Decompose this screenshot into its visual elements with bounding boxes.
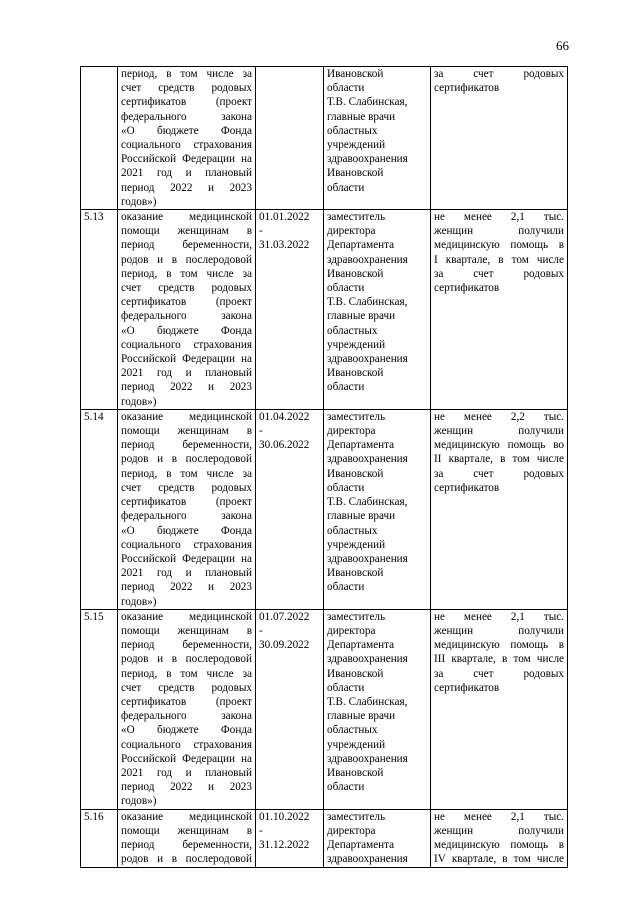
result-cell (431, 67, 568, 210)
responsible-text-line: Департамента (327, 639, 395, 652)
responsible-text-line: здравоохранения (327, 853, 408, 866)
event-text-line: федерального закона (121, 110, 252, 123)
event-text-line: родов и в послеродовой (121, 653, 252, 666)
responsible-text-line: Ивановской (327, 766, 384, 779)
responsible-text-line: областных (327, 124, 378, 137)
event-text-line: оказание медицинской (121, 810, 252, 823)
responsible-text-line: здравоохранения (327, 253, 408, 266)
date-text-line: 01.10.2022 (259, 810, 310, 823)
event-text-line: период, в том числе за (121, 667, 252, 680)
event-text-line: годов») (121, 395, 157, 408)
date-cell (256, 210, 324, 410)
result-text-line: женщин получили (434, 425, 564, 438)
page-number: 66 (556, 38, 569, 53)
item-number-cell (81, 67, 118, 210)
responsible-text-line: заместитель (327, 610, 386, 623)
responsible-text-line: Ивановской (327, 367, 384, 380)
event-text-line: счет средств родовых (121, 481, 252, 494)
responsible-text-line: Департамента (327, 239, 395, 252)
responsible-text-line: здравоохранения (327, 453, 408, 466)
responsible-text-line: Т.В. Слабинская, (327, 695, 408, 708)
event-text-line: федерального закона (121, 510, 252, 523)
event-text-line: «О бюджете Фонда (121, 524, 252, 537)
result-text-line: II квартале, в том числе (434, 453, 564, 466)
result-text-line: не менее 2,1 тыс. (434, 810, 564, 823)
event-text-line: оказание медицинской (121, 211, 252, 224)
responsible-text-line: Департамента (327, 439, 395, 452)
event-cell (118, 67, 256, 210)
responsible-text-line: главные врачи (327, 710, 396, 723)
item-number-cell (81, 609, 118, 809)
result-text-line: женщин получили (434, 225, 564, 238)
responsible-text-line: Т.В. Слабинская, (327, 96, 408, 109)
responsible-text-line: заместитель (327, 211, 386, 224)
result-text-line: III квартале, в том числе (434, 653, 564, 666)
event-text-line: период 2022 и 2023 (121, 181, 252, 194)
result-text-line: не менее 2,1 тыс. (434, 610, 564, 623)
event-text-line: социального страхования (121, 538, 252, 551)
event-text-line: годов») (121, 595, 157, 608)
result-text-line: медицинскую помощь в (434, 239, 564, 252)
event-text-line: федерального закона (121, 710, 252, 723)
table-row (81, 67, 568, 210)
event-text-line: годов») (121, 795, 157, 808)
event-text-line: Российской Федерации на (121, 353, 252, 366)
date-text-line: - (259, 425, 263, 438)
result-text-line: не менее 2,1 тыс. (434, 211, 564, 224)
result-text-line: сертификатов (434, 681, 500, 694)
responsible-text-line: областных (327, 724, 378, 737)
responsible-cell (324, 609, 431, 809)
date-text-line: - (259, 624, 263, 637)
result-text-line: не менее 2,2 тыс. (434, 410, 564, 423)
date-cell (256, 67, 324, 210)
event-text-line: период 2022 и 2023 (121, 381, 252, 394)
result-cell (431, 210, 568, 410)
plan-table (80, 66, 568, 868)
event-text-line: Российской Федерации на (121, 552, 252, 565)
responsible-text-line: учреждений (327, 738, 386, 751)
event-text-line: помощи женщинам в (121, 824, 252, 837)
responsible-cell (324, 67, 431, 210)
responsible-text-line: здравоохранения (327, 653, 408, 666)
responsible-text-line: заместитель (327, 410, 386, 423)
event-text-line: период беременности, (121, 838, 252, 851)
event-text-line: период, в том числе за (121, 68, 252, 80)
responsible-text-line: главные врачи (327, 310, 396, 323)
responsible-text-line: области (327, 381, 365, 394)
event-cell (118, 210, 256, 410)
responsible-text-line: Ивановской (327, 167, 384, 180)
result-text-line: IV квартале, в том числе (434, 853, 564, 866)
responsible-text-line: области (327, 82, 365, 95)
event-text-line: «О бюджете Фонда (121, 724, 252, 737)
table-row (81, 409, 568, 609)
responsible-text-line: области (327, 581, 365, 594)
responsible-text-line: здравоохранения (327, 153, 408, 166)
event-text-line: Российской Федерации на (121, 153, 252, 166)
responsible-text-line: директора (327, 824, 376, 837)
event-text-line: «О бюджете Фонда (121, 324, 252, 337)
date-cell (256, 609, 324, 809)
responsible-text-line: области (327, 181, 365, 194)
result-text-line: за счет родовых (434, 68, 564, 80)
date-text-line: 31.03.2022 (259, 239, 310, 252)
responsible-cell (324, 210, 431, 410)
responsible-text-line: Ивановской (327, 667, 384, 680)
event-cell (118, 809, 256, 867)
responsible-text-line: областных (327, 524, 378, 537)
result-text-line: I квартале, в том числе (434, 253, 564, 266)
item-number-cell (81, 809, 118, 867)
event-text-line: годов») (121, 195, 157, 208)
responsible-text-line: Т.В. Слабинская, (327, 296, 408, 309)
event-text-line: сертификатов (проект (121, 96, 252, 109)
responsible-text-line: здравоохранения (327, 752, 408, 765)
result-cell (431, 609, 568, 809)
responsible-text-line: заместитель (327, 810, 386, 823)
event-text-line: «О бюджете Фонда (121, 124, 252, 137)
item-number-cell (81, 210, 118, 410)
responsible-text-line: учреждений (327, 139, 386, 152)
event-text-line: Российской Федерации на (121, 752, 252, 765)
event-text-line: федерального закона (121, 310, 252, 323)
event-text-line: сертификатов (проект (121, 695, 252, 708)
responsible-text-line: директора (327, 425, 376, 438)
event-text-line: социального страхования (121, 738, 252, 751)
event-text-line: оказание медицинской (121, 410, 252, 423)
date-text-line: 30.06.2022 (259, 439, 310, 452)
result-text-line: медицинскую помощь во (434, 439, 564, 452)
result-cell (431, 809, 568, 867)
item-number: 5.15 (84, 610, 104, 623)
event-text-line: помощи женщинам в (121, 624, 252, 637)
responsible-text-line: Ивановской (327, 467, 384, 480)
responsible-text-line: области (327, 781, 365, 794)
responsible-text-line: главные врачи (327, 510, 396, 523)
item-number-cell (81, 409, 118, 609)
date-text-line: 30.09.2022 (259, 639, 310, 652)
item-number: 5.16 (84, 810, 104, 823)
result-text-line: сертификатов (434, 82, 500, 95)
responsible-cell (324, 409, 431, 609)
date-cell (256, 809, 324, 867)
event-text-line: родов и в послеродовой (121, 253, 252, 266)
result-text-line: женщин получили (434, 824, 564, 837)
event-text-line: счет средств родовых (121, 82, 252, 95)
table-row (81, 809, 568, 867)
event-text-line: помощи женщинам в (121, 225, 252, 238)
result-text-line: за счет родовых (434, 667, 564, 680)
date-text-line: 01.07.2022 (259, 610, 310, 623)
responsible-text-line: учреждений (327, 338, 386, 351)
result-text-line: медицинскую помощь в (434, 639, 564, 652)
responsible-cell (324, 809, 431, 867)
event-text-line: социального страхования (121, 139, 252, 152)
responsible-text-line: Ивановской (327, 267, 384, 280)
result-text-line: женщин получили (434, 624, 564, 637)
date-text-line: - (259, 225, 263, 238)
event-text-line: 2021 год и плановый (121, 766, 252, 779)
responsible-text-line: здравоохранения (327, 552, 408, 565)
result-text-line: сертификатов (434, 481, 500, 494)
event-text-line: период беременности, (121, 639, 252, 652)
event-text-line: 2021 год и плановый (121, 167, 252, 180)
item-number: 5.14 (84, 410, 104, 423)
responsible-text-line: здравоохранения (327, 353, 408, 366)
responsible-text-line: директора (327, 225, 376, 238)
result-cell (431, 409, 568, 609)
event-text-line: сертификатов (проект (121, 296, 252, 309)
event-text-line: оказание медицинской (121, 610, 252, 623)
responsible-text-line: области (327, 282, 365, 295)
responsible-text-line: Т.В. Слабинская, (327, 496, 408, 509)
event-text-line: период 2022 и 2023 (121, 581, 252, 594)
responsible-text-line: области (327, 481, 365, 494)
event-text-line: социального страхования (121, 338, 252, 351)
event-text-line: родов и в послеродовой (121, 853, 252, 866)
event-text-line: период, в том числе за (121, 267, 252, 280)
date-text-line: 31.12.2022 (259, 838, 310, 851)
event-cell (118, 409, 256, 609)
responsible-text-line: областных (327, 324, 378, 337)
table-row (81, 609, 568, 809)
date-text-line: 01.04.2022 (259, 410, 310, 423)
event-text-line: помощи женщинам в (121, 425, 252, 438)
event-text-line: счет средств родовых (121, 681, 252, 694)
event-text-line: период 2022 и 2023 (121, 781, 252, 794)
event-text-line: период беременности, (121, 439, 252, 452)
event-text-line: период, в том числе за (121, 467, 252, 480)
event-text-line: 2021 год и плановый (121, 567, 252, 580)
result-text-line: за счет родовых (434, 267, 564, 280)
responsible-text-line: Ивановской (327, 68, 384, 80)
item-number: 5.13 (84, 211, 104, 224)
result-text-line: за счет родовых (434, 467, 564, 480)
responsible-text-line: учреждений (327, 538, 386, 551)
responsible-text-line: Департамента (327, 838, 395, 851)
responsible-text-line: главные врачи (327, 110, 396, 123)
event-text-line: родов и в послеродовой (121, 453, 252, 466)
date-text-line: 01.01.2022 (259, 211, 310, 224)
result-text-line: медицинскую помощь в (434, 838, 564, 851)
event-text-line: счет средств родовых (121, 282, 252, 295)
responsible-text-line: Ивановской (327, 567, 384, 580)
date-text-line: - (259, 824, 263, 837)
event-text-line: период беременности, (121, 239, 252, 252)
date-cell (256, 409, 324, 609)
event-text-line: сертификатов (проект (121, 496, 252, 509)
result-text-line: сертификатов (434, 282, 500, 295)
table-row (81, 210, 568, 410)
responsible-text-line: области (327, 681, 365, 694)
responsible-text-line: директора (327, 624, 376, 637)
plan-table-body (81, 67, 568, 868)
event-text-line: 2021 год и плановый (121, 367, 252, 380)
event-cell (118, 609, 256, 809)
